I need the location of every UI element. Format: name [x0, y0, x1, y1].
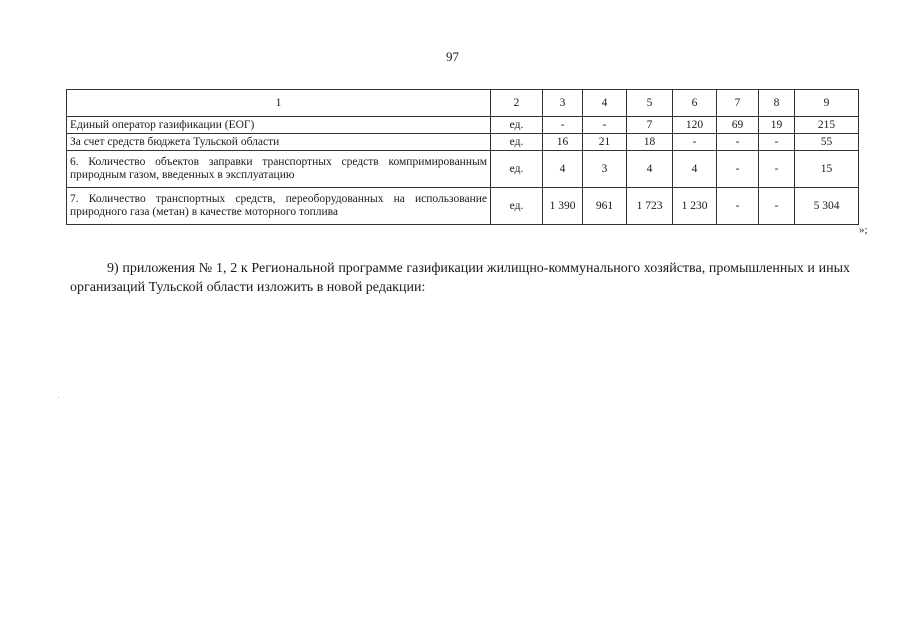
value-cell: 215	[795, 117, 859, 134]
value-cell: 18	[627, 134, 673, 151]
value-cell: -	[583, 117, 627, 134]
page-number: 97	[446, 49, 459, 64]
unit-cell: ед.	[491, 134, 543, 151]
value-cell: 1 230	[673, 188, 717, 225]
value-cell: 4	[627, 151, 673, 188]
row-name-cell: 6. Количество объектов заправки транспортных средств компримированным природным газом, введенных в эксплуатацию	[67, 151, 491, 188]
row-name-cell: 7. Количество транспортных средств, переоборудованных на использование природного газа (метан) в качестве моторного топлива	[67, 188, 491, 225]
value-cell: 19	[759, 117, 795, 134]
value-cell: 120	[673, 117, 717, 134]
value-cell: 7	[627, 117, 673, 134]
value-cell: 961	[583, 188, 627, 225]
row-name-cell: Единый оператор газификации (ЕОГ)	[67, 117, 491, 134]
table-header-cell: 7	[717, 90, 759, 117]
table-header-cell: 8	[759, 90, 795, 117]
unit-cell: ед.	[491, 188, 543, 225]
table-row	[67, 117, 859, 134]
value-cell: -	[759, 188, 795, 225]
table-header-cell: 3	[543, 90, 583, 117]
value-cell: 4	[673, 151, 717, 188]
value-cell: 5 304	[795, 188, 859, 225]
value-cell: 1 390	[543, 188, 583, 225]
value-cell: 69	[717, 117, 759, 134]
value-cell: 3	[583, 151, 627, 188]
value-cell: -	[717, 151, 759, 188]
value-cell: 15	[795, 151, 859, 188]
unit-cell: ед.	[491, 151, 543, 188]
value-cell: -	[717, 134, 759, 151]
value-cell: -	[759, 134, 795, 151]
table-row	[67, 134, 859, 151]
value-cell: -	[673, 134, 717, 151]
table-header-cell: 1	[67, 90, 491, 117]
table-header-cell: 5	[627, 90, 673, 117]
value-cell: 55	[795, 134, 859, 151]
table-header-cell: 6	[673, 90, 717, 117]
value-cell: -	[717, 188, 759, 225]
indicators-table	[66, 89, 859, 225]
value-cell: 1 723	[627, 188, 673, 225]
value-cell: -	[759, 151, 795, 188]
table-header-cell: 9	[795, 90, 859, 117]
value-cell: 21	[583, 134, 627, 151]
row-name-cell: За счет средств бюджета Тульской области	[67, 134, 491, 151]
table-header-cell: 4	[583, 90, 627, 117]
unit-cell: ед.	[491, 117, 543, 134]
table-row	[67, 188, 859, 225]
amendment-paragraph: 9) приложения № 1, 2 к Региональной программе газификации жилищно-коммунального хозяйства, промышленных и иных организаций Тульской области изложить в новой редакции:	[70, 261, 850, 295]
value-cell: 4	[543, 151, 583, 188]
scan-artifact-dot	[58, 397, 59, 398]
closing-quote-mark: »;	[859, 224, 868, 236]
table-header-row	[67, 90, 859, 117]
value-cell: -	[543, 117, 583, 134]
table-header-cell: 2	[491, 90, 543, 117]
table-row	[67, 151, 859, 188]
value-cell: 16	[543, 134, 583, 151]
